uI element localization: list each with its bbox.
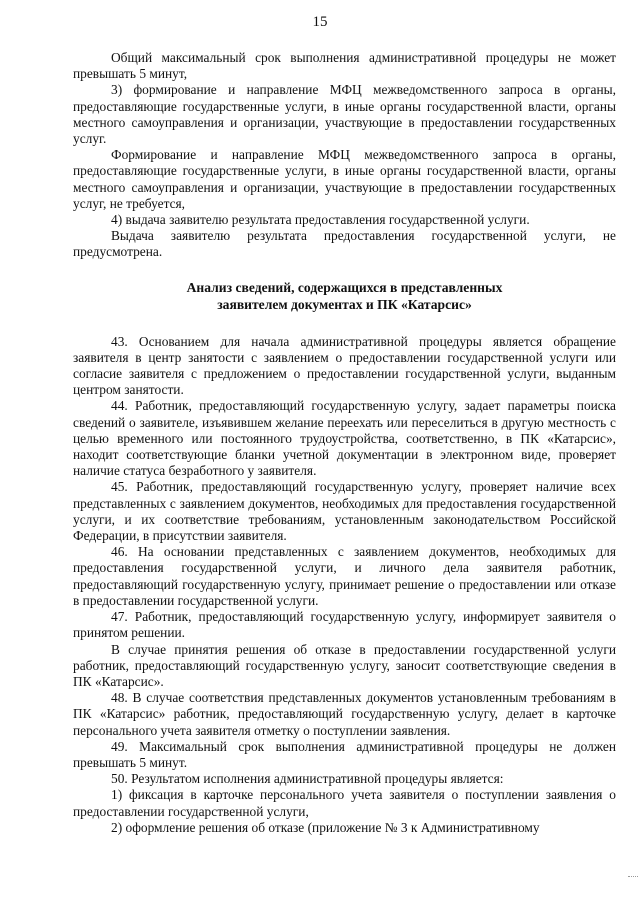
paragraph: Общий максимальный срок выполнения административной процедуры не может превышать 5 минут,: [73, 50, 616, 82]
scan-edge-mark: [628, 876, 638, 880]
section-heading: [73, 279, 616, 313]
page-number: 15: [312, 14, 328, 30]
section-heading-line: Анализ сведений, содержащихся в представленных: [186, 279, 503, 295]
paragraph: 49. Максимальный срок выполнения административной процедуры не должен превышать 5 минут.: [73, 738, 616, 770]
paragraph: 1) фиксация в карточке персонального учета заявителя о поступлении заявления о предоставлении государственной услуги,: [73, 787, 616, 819]
paragraph: 2) оформление решения об отказе (приложение № 3 к Административному: [111, 819, 540, 835]
paragraph: 48. В случае соответствия представленных документов установленным требованиям в ПК «Катарсис» работник, предоставляющий государственную услугу, делает в карточке персонального учета заявителя отметку о поступлении заявления.: [73, 690, 616, 738]
document-body: [73, 50, 616, 836]
paragraph: 50. Результатом исполнения административной процедуры является:: [111, 771, 504, 787]
paragraph: Формирование и направление МФЦ межведомственного запроса в органы, предоставляющие государственные услуги, в иные органы государственной власти, органы местного самоуправления и организации, участвующие в предоставлении государственных услуг, не требуется,: [73, 147, 616, 211]
paragraph: 3) формирование и направление МФЦ межведомственного запроса в органы, предоставляющие государственные услуги, в иные органы государственной власти, органы местного самоуправления и организации, участвующие в предоставлении государственных услуг.: [73, 82, 616, 147]
paragraph: 4) выдача заявителю результата предоставления государственной услуги.: [111, 212, 530, 228]
paragraph: 45. Работник, предоставляющий государственную услугу, проверяет наличие всех представленных с заявлением документов, необходимых для предоставления государственной услуги, и их соответствие требованиям, установленным законодательством Российской Федерации, в присутствии заявителя.: [73, 479, 616, 544]
paragraph: Выдача заявителю результата предоставления государственной услуги, не предусмотрена.: [73, 228, 616, 260]
paragraph: В случае принятия решения об отказе в предоставлении государственной услуги работник, предоставляющий государственную услугу, заносит соответствующие сведения в ПК «Катарсис».: [73, 641, 616, 689]
section-heading-line: заявителем документах и ПК «Катарсис»: [217, 296, 472, 312]
paragraph: 46. На основании представленных с заявлением документов, необходимых для предоставления государственной услуги, и личного дела заявителя работник, предоставляющий государственную услугу, принимает решение о предоставлении или отказе в предоставлении государственной услуги.: [73, 544, 616, 608]
paragraph: 44. Работник, предоставляющий государственную услугу, задает параметры поиска сведений о заявителе, изъявившем желание переехать или переселиться в другую местность с целью временного или постоянного трудоустройства, соответственно, в ПК «Катарсис», находит соответствующие бланки учетной документации в электронном виде, проверяет наличие статуса безработного у заявителя.: [73, 398, 616, 479]
paragraph: 47. Работник, предоставляющий государственную услугу, информирует заявителя о принятом решении.: [73, 609, 616, 641]
paragraph: 43. Основанием для начала административной процедуры является обращение заявителя в центр занятости с заявлением о предоставлении государственной услуги или согласие заявителя с предложением о предоставлении государственной услуги, выданным центром занятости.: [73, 333, 616, 398]
